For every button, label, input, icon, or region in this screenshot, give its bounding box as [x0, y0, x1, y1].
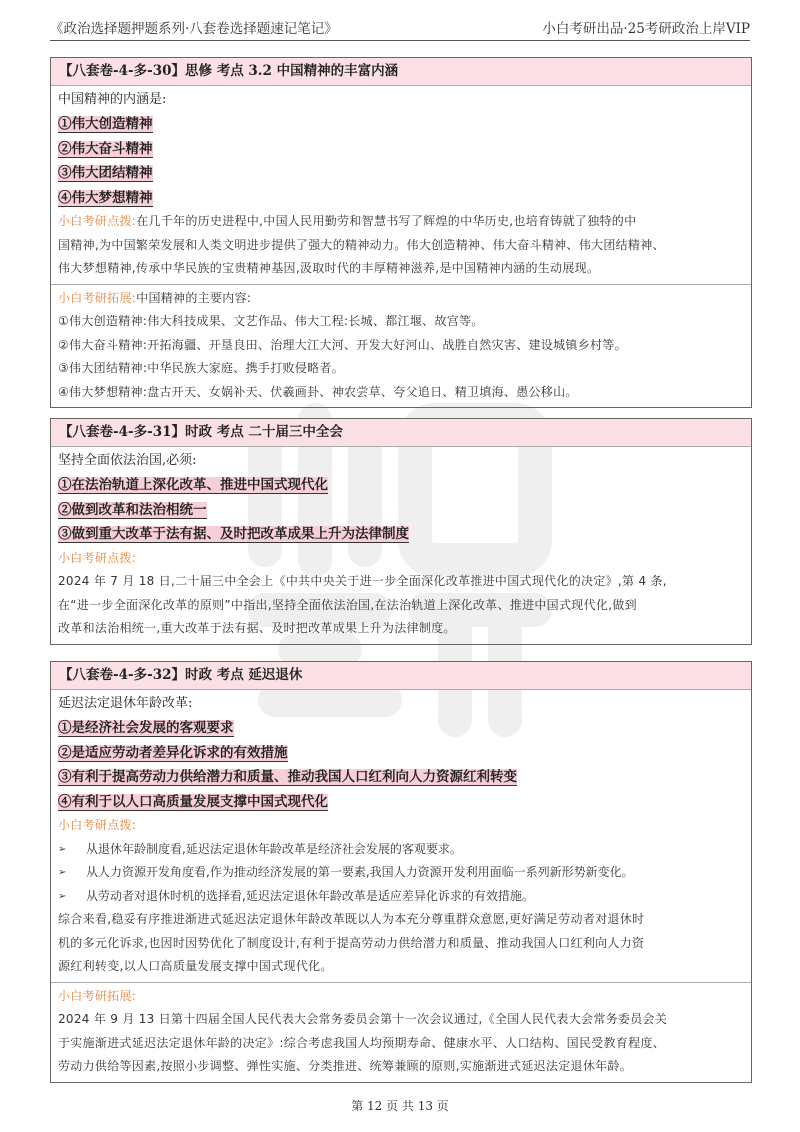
- extension-line: ④伟大梦想精神:盘古开天、女娲补天、伏羲画卦、神农尝草、夸父追日、精卫填海、愚公移山。: [58, 384, 578, 399]
- bullet-item: ➢ 从退休年龄制度看,延迟法定退休年龄改革是经济社会发展的客观要求。: [58, 838, 744, 862]
- answer-item: ③做到重大改革于法有据、及时把改革成果上升为法律制度: [58, 526, 409, 542]
- analysis-label: 小白考研点拨:: [58, 550, 137, 565]
- page-header: [50, 14, 750, 41]
- analysis-text: 小白考研点拨:在几千年的历史进程中,中国人民用勤劳和智慧书写了辉煌的中华历史,也培育铸就了独特的中 国精神,为中国繁荣发展和人类文明进步提供了强大的精神动力。伟大创造精神、伟大奋斗精神、伟大团结精神、 伟大梦想精神,传承中华民族的宝贵精神基因,汲取时代的丰厚精神滋养,是中国精神内涵的生动展现。: [58, 214, 665, 275]
- answer-item: ②是适应劳动者差异化诉求的有效措施: [58, 744, 288, 761]
- header-right-title: 小白考研出品·25考研政治上岸VIP: [542, 21, 750, 37]
- bullet-arrow-icon: ➢: [58, 890, 67, 902]
- answer-item: ①是经济社会发展的客观要求: [58, 720, 234, 736]
- answer-item: ②伟大奋斗精神: [58, 140, 153, 157]
- extension-label: 小白考研拓展:: [58, 290, 137, 305]
- bullet-item: ➢ 从人力资源开发角度看,作为推动经济发展的第一要素,我国人力资源开发利用面临一系列新形势新变化。: [58, 861, 744, 885]
- analysis-label: 小白考研点拨:: [58, 214, 137, 228]
- extension-line: ②伟大奋斗精神:开拓海疆、开垦良田、治理大江大河、开发大好河山、战胜自然灾害、建设城镇乡村等。: [58, 337, 627, 352]
- question-card-32: [50, 661, 752, 1083]
- question-stem: 中国精神的内涵是:: [58, 92, 167, 107]
- analysis-label: 小白考研点拨:: [58, 818, 137, 832]
- summary-text: 综合来看,稳妥有序推进渐进式延迟法定退休年龄改革既以人为本充分尊重群众意愿,更好满足劳动者对退休时 机的多元化诉求,也因时因势优化了制度设计,有利于提高劳动力供给潜力和质量、推动我国人口红利向人力资 源红利转变,以人口高质量发展支撑中国式现代化。: [58, 912, 645, 973]
- extension-line: 2024 年 9 月 13 日第十四届全国人民代表大会常务委员会第十一次会议通过,《全国人民代表大会常务委员会关: [58, 1012, 668, 1026]
- question-card-30: [50, 57, 752, 408]
- answer-item: ③伟大团结精神: [58, 165, 153, 181]
- question-title: 【八套卷-4-多-30】思修 考点 3.2 中国精神的丰富内涵: [51, 58, 751, 86]
- answer-item: ①在法治轨道上深化改革、推进中国式现代化: [58, 477, 328, 493]
- question-card-31: [50, 418, 752, 645]
- question-title: 【八套卷-4-多-31】时政 考点 二十届三中全会: [51, 419, 751, 447]
- question-body: [51, 690, 751, 982]
- bullet-item: ➢ 从劳动者对退休时机的选择看,延迟法定退休年龄改革是适应差异化诉求的有效措施。: [58, 885, 744, 909]
- page-number: 第 12 页 共 13 页: [351, 1099, 449, 1113]
- question-stem: 延迟法定退休年龄改革:: [58, 696, 193, 711]
- bullet-arrow-icon: ➢: [58, 843, 67, 855]
- extension-section: [51, 982, 751, 1082]
- extension-section: 小白考研拓展:中国精神的主要内容: ①伟大创造精神:伟大科技成果、文艺作品、伟大工程:长城、都江堰、故宫等。 ②伟大奋斗精神:开拓海疆、开垦良田、治理大江大河、开发大好河山、战胜自然灾害、建设城镇乡村等。 ③伟大团结精神:中华民族大家庭、携手打败侵略者。 ④伟大梦想精神:盘古开天、女娲补天、伏羲画卦、神农尝草、夸父追日、精卫填海、愚公移山。: [51, 284, 751, 408]
- answer-item: ④有利于以人口高质量发展支撑中国式现代化: [58, 793, 328, 810]
- extension-line: 于实施渐进式延迟法定退休年龄的决定》:综合考虑我国人均预期寿命、健康水平、人口结构、国民受教育程度、: [58, 1035, 666, 1050]
- extension-label: 小白考研拓展:: [58, 988, 137, 1003]
- question-body: [51, 86, 751, 284]
- question-stem: 坚持全面依法治国,必须:: [58, 453, 197, 468]
- question-body: [51, 447, 751, 644]
- question-title: 【八套卷-4-多-32】时政 考点 延迟退休: [51, 662, 751, 690]
- header-left-title: 《政治选择题押题系列·八套卷选择题速记笔记》: [50, 21, 338, 37]
- analysis-text: 小白考研点拨: 2024 年 7 月 18 日,二十届三中全会上《中共中央关于进一步全面深化改革推进中国式现代化的决定》,第 4 条, 在“进一步全面深化改革的原则”中指出,坚持全面依法治国,在法治轨道上深化改革、推进中国式现代化,做到 改革和法治相统一,重大改革于法有据、及时把改革成果上升为法律制度。: [58, 547, 744, 641]
- answer-item: ④伟大梦想精神: [58, 189, 153, 206]
- answer-item: ②做到改革和法治相统一: [58, 501, 207, 518]
- extension-line: ③伟大团结精神:中华民族大家庭、携手打败侵略者。: [58, 361, 345, 375]
- answer-item: ①伟大创造精神: [58, 116, 153, 132]
- answer-item: ③有利于提高劳动力供给潜力和质量、推动我国人口红利向人力资源红利转变: [58, 769, 517, 785]
- bullet-arrow-icon: ➢: [58, 867, 67, 878]
- extension-line: 劳动力供给等因素,按照小步调整、弹性实施、分类推进、统筹兼顾的原则,实施渐进式延迟法定退休年龄。: [58, 1059, 633, 1073]
- extension-line: ①伟大创造精神:伟大科技成果、文艺作品、伟大工程:长城、都江堰、故宫等。: [58, 314, 484, 328]
